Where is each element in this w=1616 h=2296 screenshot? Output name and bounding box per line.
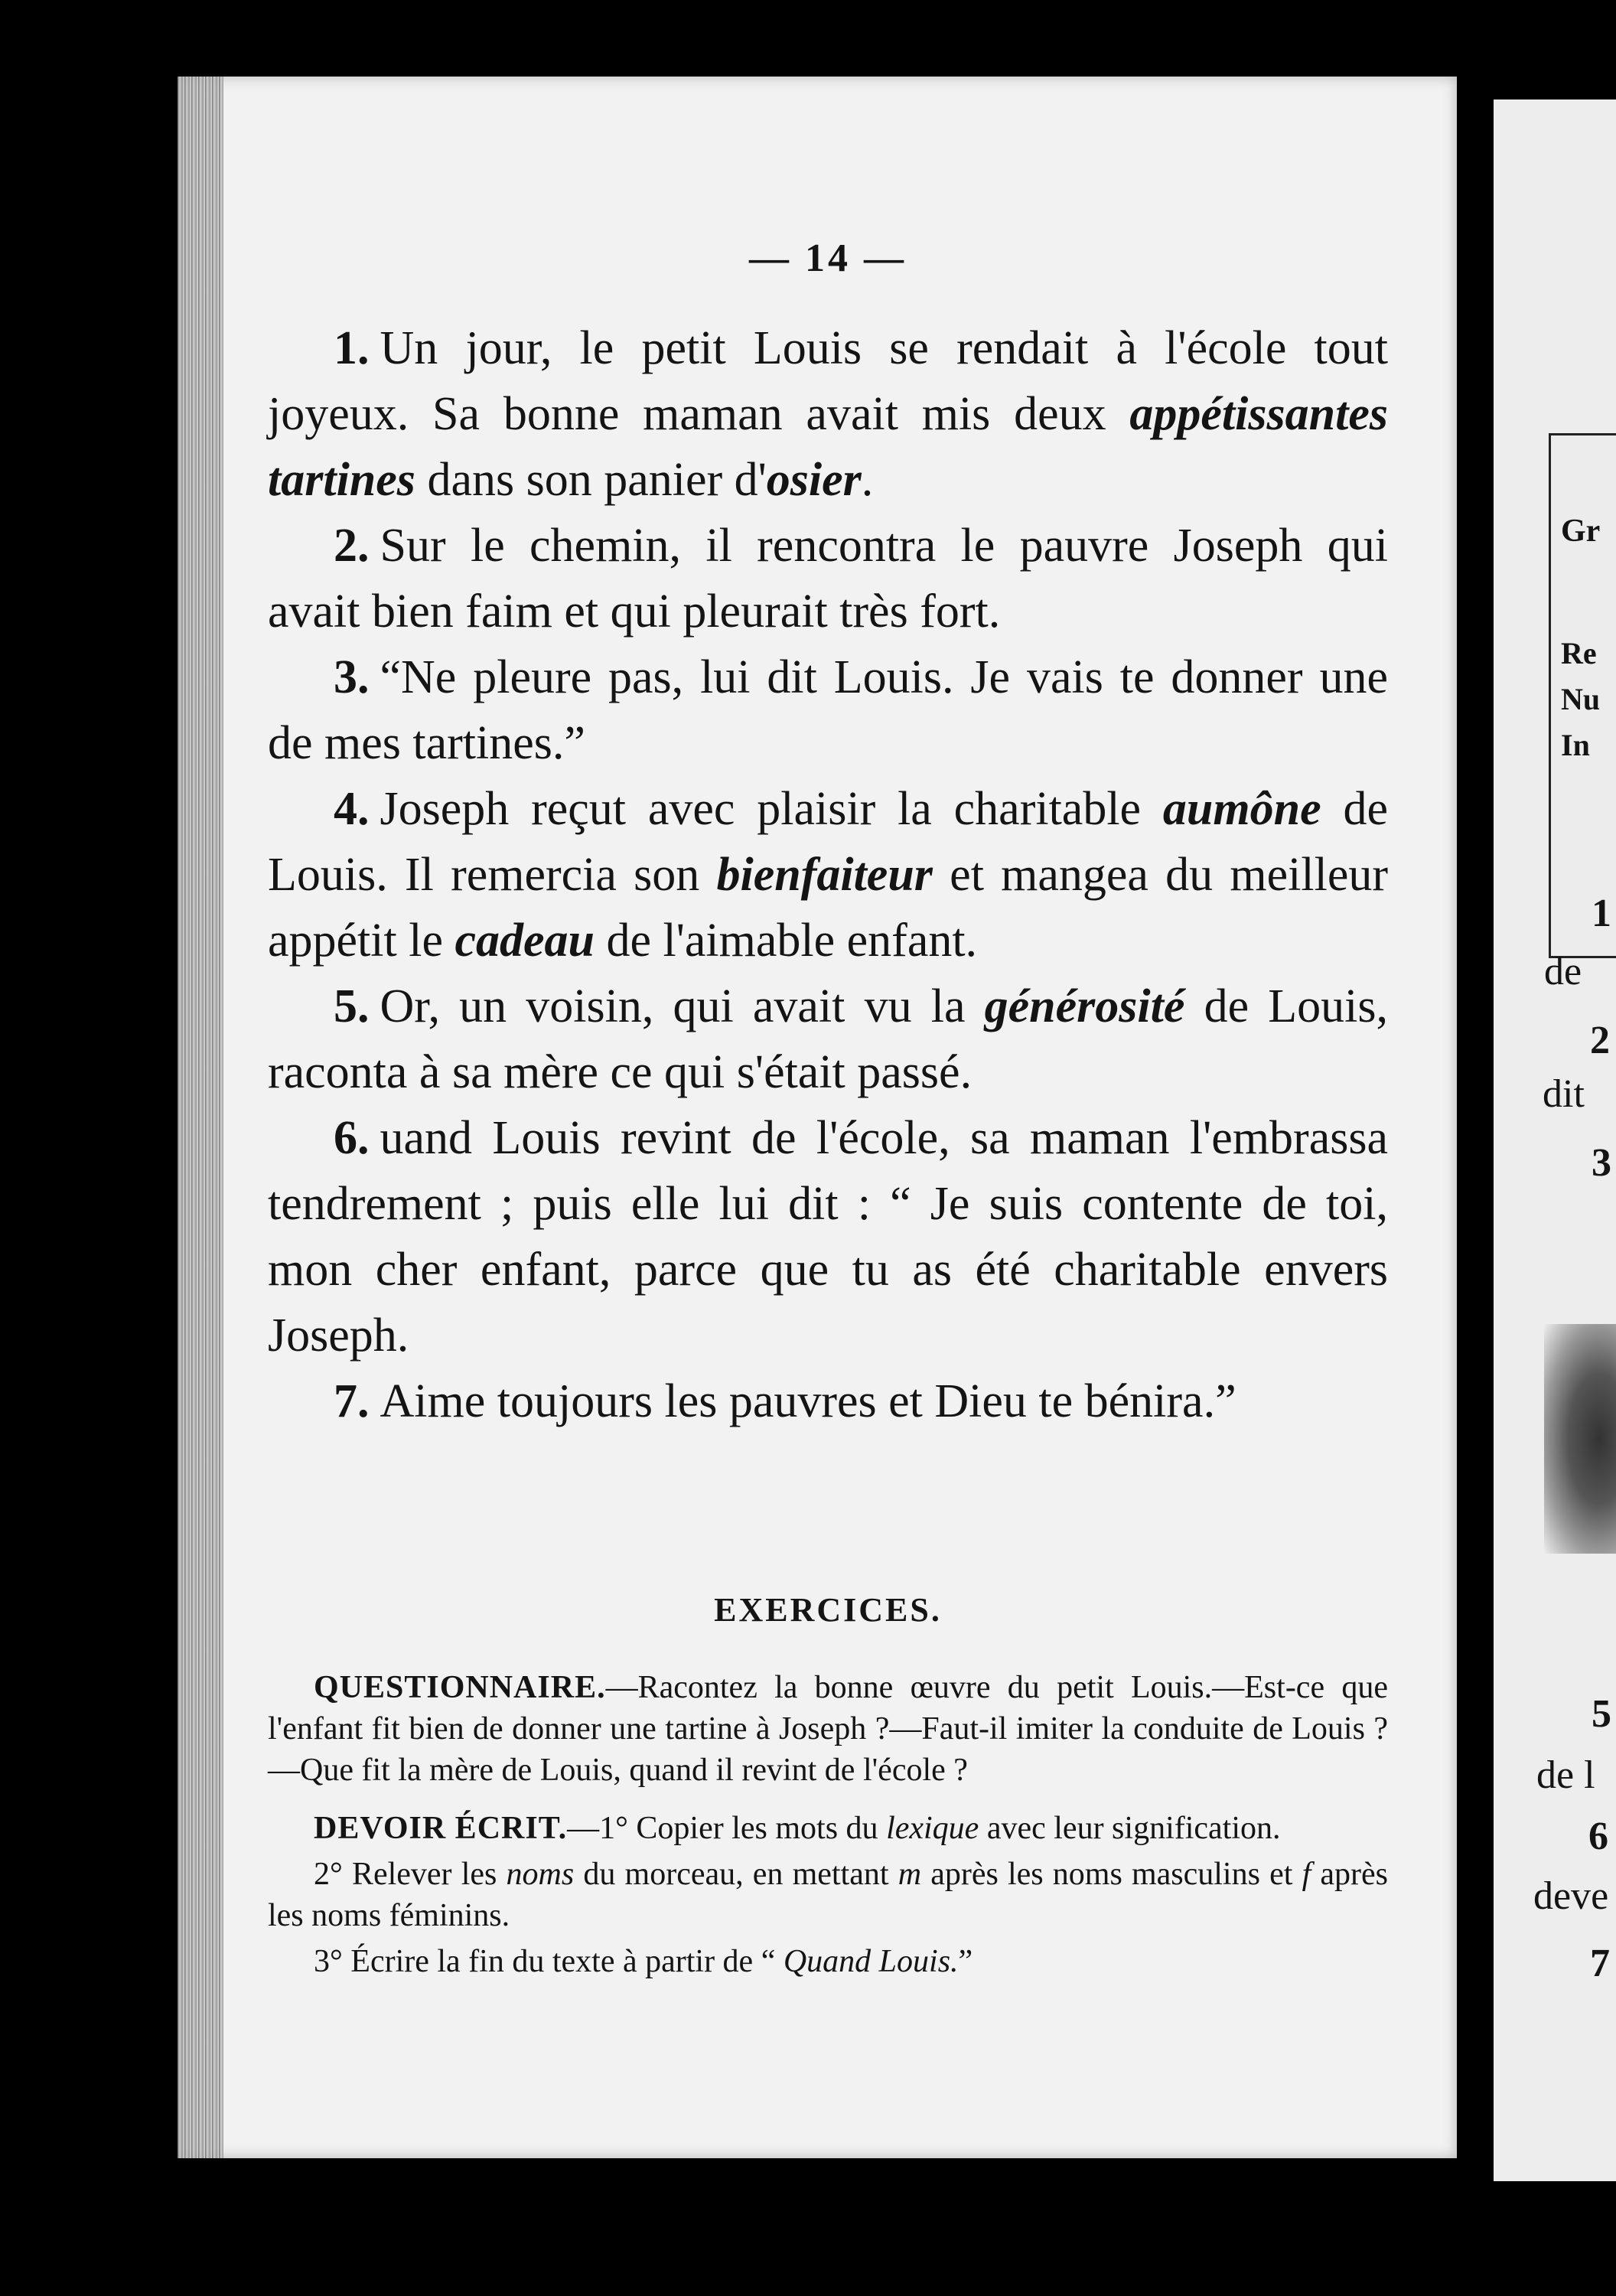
italic-term: bienfaiteur <box>716 849 933 901</box>
italic-term: Quand Louis. <box>783 1944 959 1979</box>
page-number: — 14 — <box>749 236 907 280</box>
fragment-text: 5 <box>1592 1692 1611 1736</box>
devoir-item-2 <box>268 1854 1388 1936</box>
devoir-item-1 <box>268 1808 1388 1849</box>
exercises-heading: EXERCICES. <box>714 1591 942 1629</box>
devoir-item-2-text <box>268 1857 1388 1933</box>
story-paragraph <box>268 315 1388 513</box>
questionnaire-lead: QUESTIONNAIRE. <box>314 1670 606 1705</box>
fragment-text: 3 <box>1592 1141 1611 1185</box>
text-run: Un jour, le petit Louis se rendait à l'école tout joyeux. Sa bonne maman avait mis deux <box>268 322 1388 440</box>
fragment-text: Nu <box>1561 682 1601 716</box>
story-paragraph <box>268 776 1388 974</box>
questionnaire <box>268 1667 1388 1791</box>
italic-term: lexique <box>886 1811 979 1846</box>
text-run: ” <box>958 1944 973 1979</box>
text-run: après les noms féminins. <box>268 1857 1389 1933</box>
story-paragraph <box>268 974 1388 1105</box>
story-paragraph <box>268 1368 1388 1434</box>
story-paragraph <box>268 644 1388 776</box>
fragment-text: In <box>1561 728 1590 762</box>
italic-term: osier <box>766 454 862 506</box>
story-paragraph <box>268 513 1388 644</box>
paragraph-number: 6. <box>334 1112 370 1164</box>
paragraph-number: 4. <box>334 783 370 835</box>
fragment-text: 7 <box>1590 1942 1610 1985</box>
text-run: avec leur signification. <box>979 1811 1281 1846</box>
paragraph-number: 3. <box>334 651 370 703</box>
fragment-text: 1 <box>1592 892 1611 935</box>
text-run: —1° Copier les mots du <box>567 1811 887 1846</box>
text-run: Or, un voisin, qui avait vu la <box>380 980 985 1032</box>
devoir-lead: DEVOIR ÉCRIT. <box>314 1811 568 1846</box>
italic-term: noms <box>506 1857 575 1892</box>
italic-term: générosité <box>984 980 1185 1032</box>
italic-term: aumône <box>1162 783 1321 835</box>
text-run: uand Louis revint de l'école, sa maman l'embrassa tendrement ; puis elle lui dit : “ Je suis contente de toi, mon cher enfant, parce que tu as été charitable envers Joseph. <box>268 1112 1388 1362</box>
text-run: de Louis, raconta à sa mère ce qui s'était passé. <box>268 980 1388 1098</box>
text-run: et mangea du meilleur appétit le <box>268 849 1388 967</box>
fragment-text: de <box>1544 950 1582 993</box>
paragraph-number: 7. <box>334 1375 370 1427</box>
paragraph-number: 2. <box>334 520 370 572</box>
text-run: du morceau, en mettant <box>574 1857 898 1892</box>
fragment-text: 6 <box>1588 1815 1608 1858</box>
italic-term: f <box>1302 1857 1311 1892</box>
page-edges <box>178 77 223 2158</box>
text-run: 3° Écrire la fin du texte à partir de “ <box>314 1944 784 1979</box>
devoir-item-3-text <box>314 1944 973 1979</box>
fragment-text: 2 <box>1590 1019 1610 1062</box>
fragment-text: de l <box>1536 1753 1595 1797</box>
fragment-text: deve <box>1533 1874 1609 1918</box>
text-run: 2° Relever les <box>314 1857 507 1892</box>
text-run: . <box>861 454 874 506</box>
devoir-item-1-text <box>567 1811 1280 1846</box>
adjacent-page-fragment <box>1494 99 1616 2181</box>
questionnaire-text: —Racontez la bonne œuvre du petit Louis.—Est-ce que l'enfant fit bien de donner une tartine à Joseph ?—Faut-il imiter la conduite de Louis ?—Que fit la mère de Louis, quand il revint de l'école ? <box>268 1670 1388 1788</box>
italic-term: appétissantes tartines <box>268 388 1388 506</box>
text-run: dans son panier d' <box>415 454 767 506</box>
text-run: de Louis. Il remercia son <box>268 783 1388 901</box>
story-paragraph <box>268 1105 1388 1368</box>
italic-term: cadeau <box>454 915 595 967</box>
fragment-text: Gr <box>1561 514 1601 549</box>
fragment-text: Re <box>1561 636 1597 670</box>
text-run: Joseph reçut avec plaisir la charitable <box>380 783 1163 835</box>
text-run: Sur le chemin, il rencontra le pauvre Joseph qui avait bien faim et qui pleurait très fort. <box>268 520 1388 638</box>
paragraph-number: 5. <box>334 980 370 1032</box>
book-page <box>178 77 1457 2158</box>
story-text <box>268 315 1388 1434</box>
devoir-item-3 <box>268 1941 1388 1982</box>
italic-term: m <box>898 1857 922 1892</box>
text-run: Aime toujours les pauvres et Dieu te bénira.” <box>380 1375 1236 1427</box>
paragraph-number: 1. <box>334 322 370 374</box>
fragment-text: dit <box>1543 1072 1585 1116</box>
text-run: “Ne pleure pas, lui dit Louis. Je vais te donner une de mes tartines.” <box>268 651 1388 769</box>
exercises-block <box>268 1667 1388 1987</box>
text-run: de l'aimable enfant. <box>595 915 978 967</box>
text-run: après les noms masculins et <box>921 1857 1302 1892</box>
adjacent-page-illustration <box>1544 1324 1616 1554</box>
